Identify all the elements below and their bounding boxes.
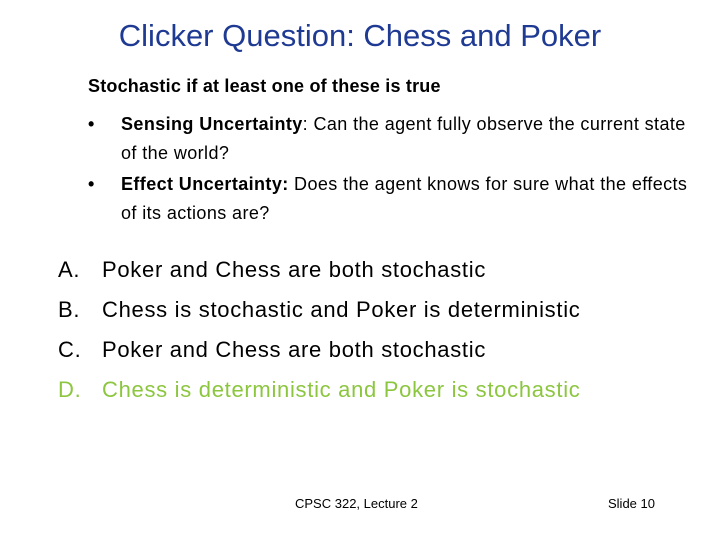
option-letter: C. [58,337,82,362]
option-text: Poker and Chess are both stochastic [102,337,487,362]
slide-number: Slide 10 [608,496,655,511]
bullet-text: : Can the agent fully observe the current state of the world? [121,114,686,163]
bullet-text: Does the agent knows for sure what the effects of its actions are? [121,174,688,223]
bullet-term: Effect Uncertainty: [121,174,289,194]
bullet-icon: • [88,114,95,134]
criteria-list [88,110,698,230]
option-b[interactable] [58,290,580,330]
option-a[interactable] [58,250,580,290]
option-text: Chess is deterministic and Poker is stochastic [102,377,581,402]
list-item [88,110,698,168]
footer-lecture: CPSC 322, Lecture 2 [295,496,418,511]
bullet-icon: • [88,174,95,194]
option-text: Poker and Chess are both stochastic [102,257,487,282]
answer-options [58,250,580,410]
option-d[interactable] [58,370,580,410]
slide-title: Clicker Question: Chess and Poker [118,18,602,53]
intro-text: Stochastic if at least one of these is true [88,76,441,96]
list-item [88,170,698,228]
option-letter: D. [58,377,82,402]
option-c[interactable] [58,330,580,370]
bullet-term: Sensing Uncertainty [121,114,303,134]
option-letter: B. [58,297,81,322]
option-letter: A. [58,257,81,282]
option-text: Chess is stochastic and Poker is deterministic [102,297,581,322]
